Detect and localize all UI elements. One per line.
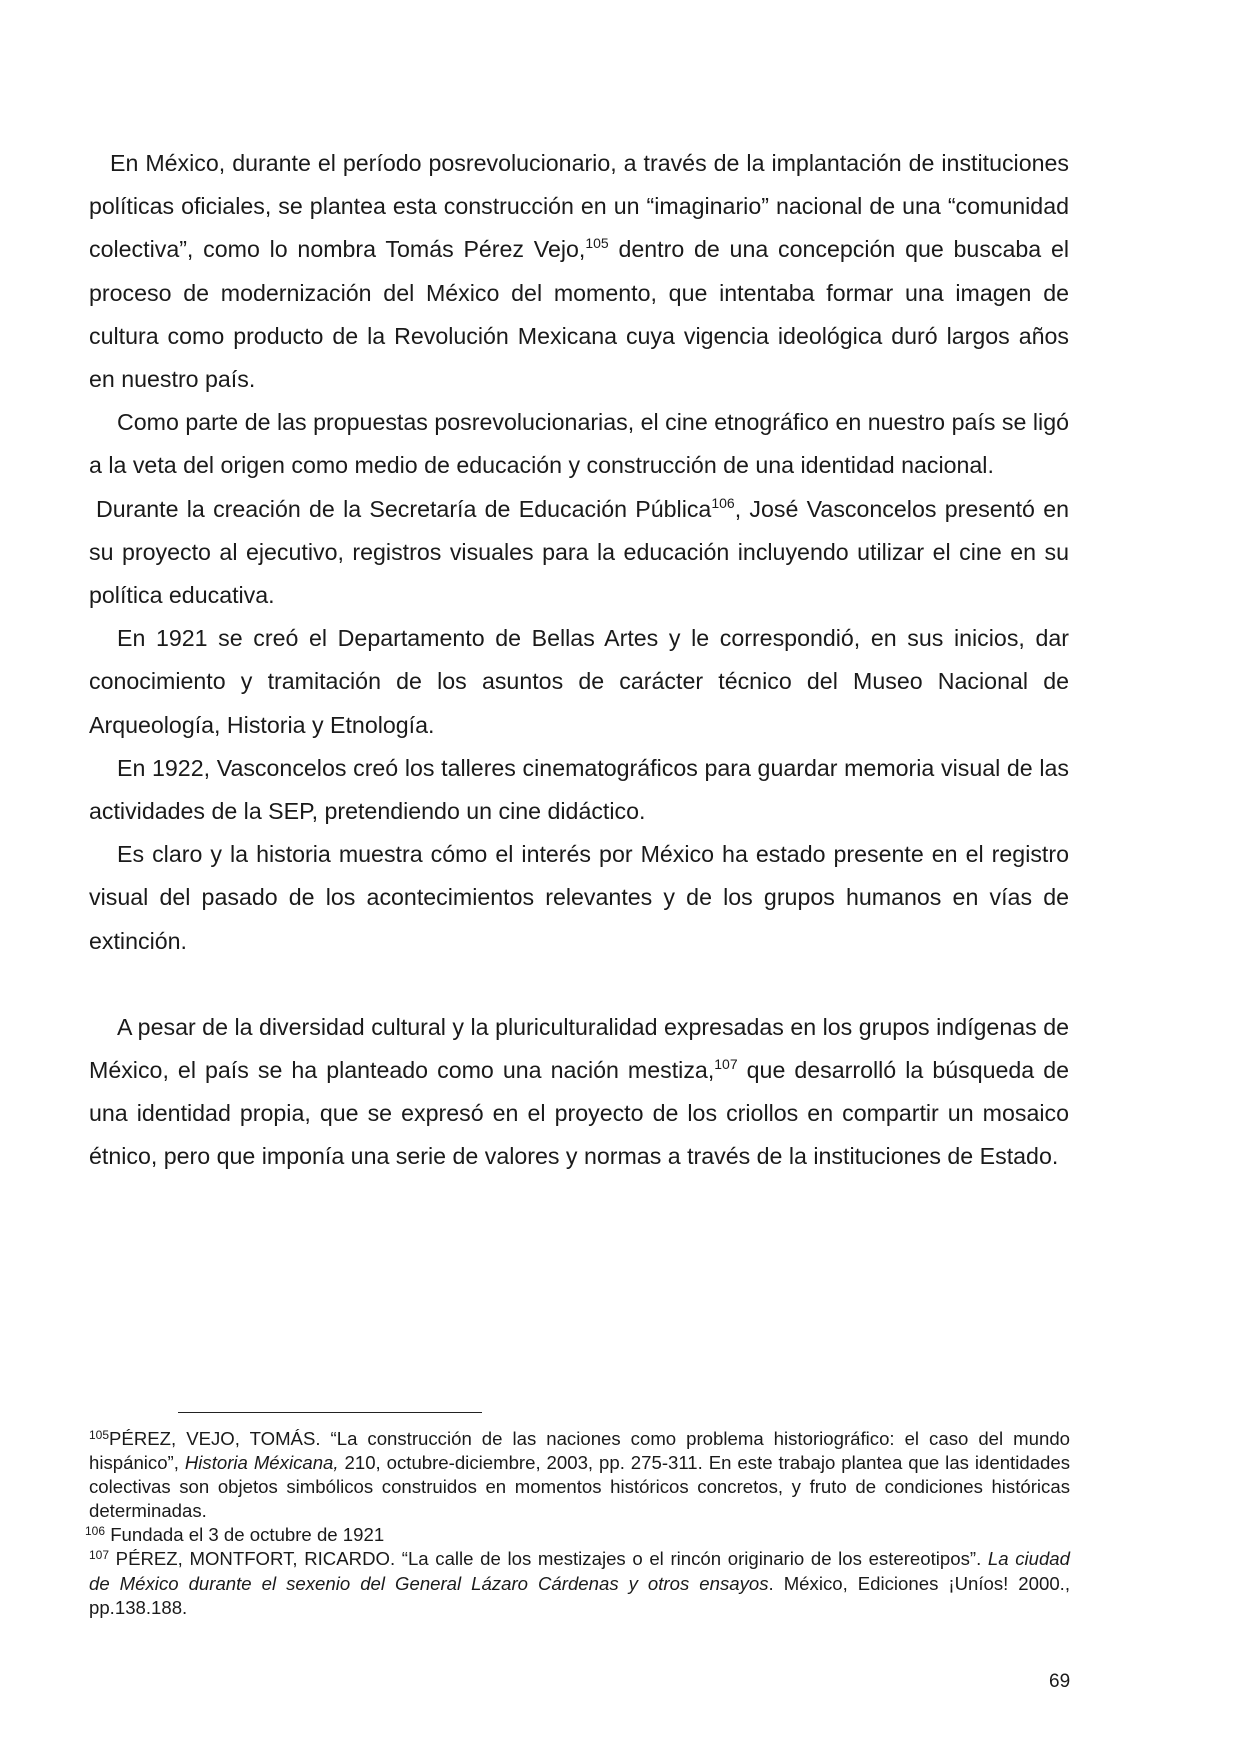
paragraph-text: que desarrolló la búsqueda de una identidad propia, que se expresó en el proyecto de los criollos en compartir un mosaico étnico, pero que imponía una serie de valores y normas a través de la instituciones de Estado. xyxy=(89,1057,1070,1170)
footnote-separator xyxy=(178,1412,482,1413)
footnote-text: PÉREZ, MONTFORT, RICARDO. “La calle de los mestizajes o el rincón originario de los estereotipos”. xyxy=(109,1548,988,1570)
footnote-number: 107 xyxy=(89,1548,110,1563)
footnote-text: PÉREZ, VEJO, TOMÁS. “La construcción de las naciones como problema historiográfico: el caso del mundo hispánico”, xyxy=(89,1428,1070,1474)
footnote xyxy=(85,1523,1070,1547)
paragraph-text: , José Vasconcelos presentó en su proyecto al ejecutivo, registros visuales para la educación incluyendo utilizar el cine en su política educativa. xyxy=(89,495,1070,609)
footnote-text: Fundada el 3 de octubre de 1921 xyxy=(105,1524,385,1546)
paragraph xyxy=(89,142,1069,401)
paragraph-text: Durante la creación de la Secretaría de Educación Pública xyxy=(96,495,712,522)
paragraph: En 1921 se creó el Departamento de Bellas Artes y le correspondió, en sus inicios, dar conocimiento y tramitación de los asuntos de carácter técnico del Museo Nacional de Arqueología, Historia y Etnología. xyxy=(89,625,1069,738)
paragraph-text: En México, durante el período posrevolucionario, a través de la implantación de instituciones políticas oficiales, se plantea esta construcción en un “imaginario” nacional de una “comunidad colectiva”, como lo nombra Tomás Pérez Vejo, xyxy=(89,150,1069,263)
main-text xyxy=(89,0,1069,1179)
footnote-title: Historia Méxicana, xyxy=(184,1452,339,1474)
footnote xyxy=(89,1547,1070,1619)
footnote-number: 105 xyxy=(89,1428,110,1442)
footnote-ref[interactable]: 106 xyxy=(711,494,735,511)
footnote-ref[interactable]: 107 xyxy=(714,1056,738,1073)
paragraph: Es claro y la historia muestra cómo el interés por México ha estado presente en el registro visual del pasado de los acontecimientos relevantes y de los grupos humanos en vías de extinción. xyxy=(89,841,1069,954)
footnote-number: 106 xyxy=(85,1524,106,1539)
paragraph-text: dentro de una concepción que buscaba el proceso de modernización del México del momento, que intentaba formar una imagen de cultura como producto de la Revolución Mexicana cuya vigencia ideológica duró largos años en nuestro país. xyxy=(89,236,1070,393)
paragraph xyxy=(89,488,1069,618)
page-number: 69 xyxy=(1049,1671,1071,1692)
footnote-text: 210, octubre-diciembre, 2003, pp. 275-311. En este trabajo plantea que las identidades colectivas son objetos simbólicos construidos en momentos históricos concretos, y fruto de condiciones históricas determinadas. xyxy=(89,1452,1070,1522)
footnote-ref[interactable]: 105 xyxy=(585,235,609,252)
paragraph xyxy=(89,1006,1069,1179)
paragraph: En 1922, Vasconcelos creó los talleres cinematográficos para guardar memoria visual de las actividades de la SEP, pretendiendo un cine didáctico. xyxy=(89,754,1069,825)
paragraph-text: A pesar de la diversidad cultural y la pluriculturalidad expresadas en los grupos indígenas de México, el país se ha planteado como una nación mestiza, xyxy=(89,1013,1069,1084)
footnote-title: La ciudad de México durante el sexenio del General Lázaro Cárdenas y otros ensayos xyxy=(89,1548,1070,1594)
paragraph: Como parte de las propuestas posrevolucionarias, el cine etnográfico en nuestro país se ligó a la veta del origen como medio de educación y construcción de una identidad nacional. xyxy=(89,409,1069,479)
footnote xyxy=(89,1427,1070,1523)
footnote-text: . México, Ediciones ¡Uníos! 2000., pp.138.188. xyxy=(89,1572,1071,1618)
footnotes xyxy=(85,1427,1071,1620)
